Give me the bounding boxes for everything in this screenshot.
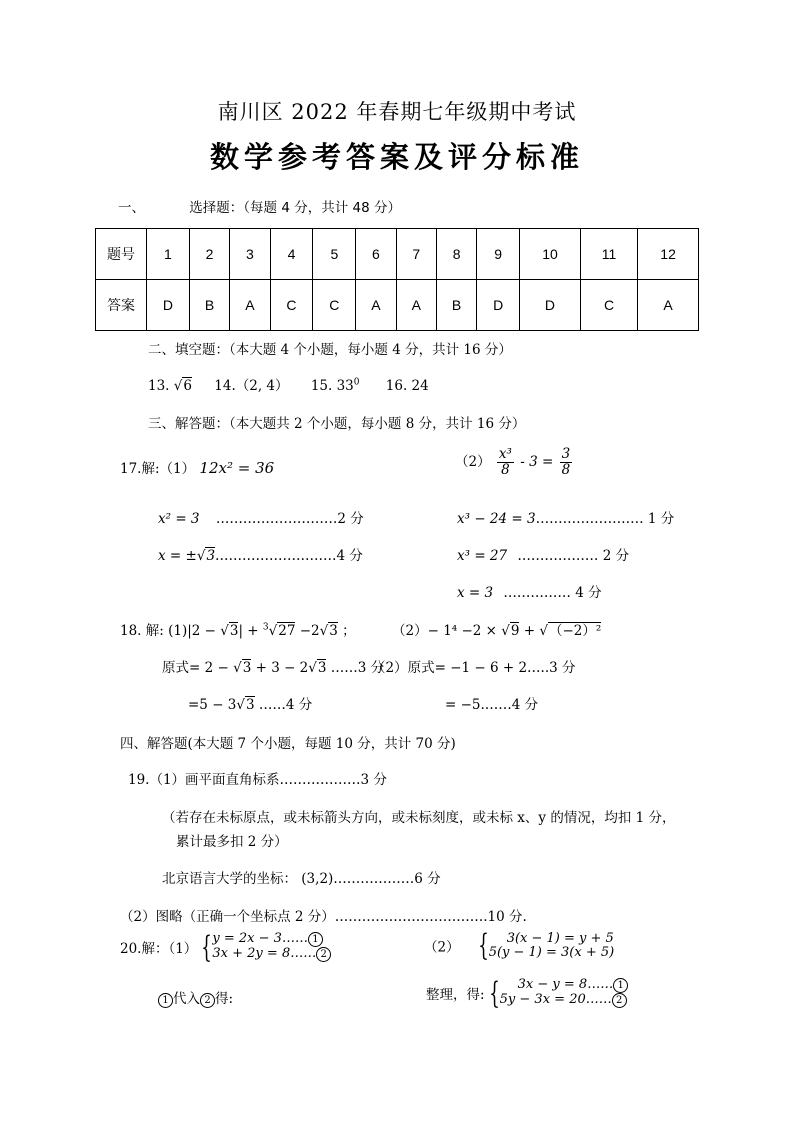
answer-cell: D [147,280,190,331]
answer-cell: C [580,280,637,331]
q20-eq1: y = 2x − 3…… 1 [212,932,331,947]
q19-coord: 北京语言大学的坐标： (3,2)………………6 分 [162,871,441,887]
q17-p1-step1: x² = 3 ………………………2 分 [158,511,364,527]
question-row-label: 题号 [96,229,147,280]
answer-row [96,280,699,331]
q18-step2: =5 − 3√3 ……4 分 [188,697,313,713]
answer-14: 14.（2, 4） [214,378,289,394]
section3-heading: 三、解答题：（本大题共 2 个小题，每小题 8 分，共计 16 分） [148,416,526,432]
q19-line1: 19.（1）画平面直角标系………………3 分 [128,772,387,788]
q19-note1: （若存在未标原点，或未标箭头方向，或未标刻度，或未标 x、y 的情况，均扣 1 分， [162,810,676,826]
answer-13-num: 13. [148,378,170,394]
question-row [96,229,699,280]
question-cell: 2 [189,229,229,280]
q17-p2-step3: x = 3 …………… 4 分 [457,585,602,601]
section2-answers [148,374,429,394]
q17-p1-step2: x = ±√3………………………4 分 [158,548,363,564]
q17-frac-lhs: $\frac{\text{x³}}{8}$ [498,446,512,478]
question-cell: 4 [270,229,313,280]
q20-eq2: 3x + 2y = 8…… 2 [212,947,331,962]
q17-part1-header [120,457,274,477]
answer-cell: C [313,280,356,331]
title-line2: 数学参考答案及评分标准 [209,140,584,174]
q18-step2b: = −5.……4 分 [445,697,539,713]
q18-step1b: （2）原式= −1 − 6 + 2…..3 分 [372,660,576,676]
q20-part2: （2） { 3(x − 1) = y + 5 5(y − 1) = 3(x + 5) [424,928,615,964]
answer-table [95,228,699,331]
section2-heading: 二、填空题：（本大题 4 个小题，每小题 4 分，共计 16 分） [148,342,512,358]
title-line1: 南川区 2022 年春期七年级期中考试 [217,100,577,124]
question-cell: 10 [520,229,581,280]
answer-cell: C [270,280,313,331]
q17-p2-step1: x³ − 24 = 3…………………… 1 分 [457,511,675,527]
answer-cell: D [477,280,520,331]
q17-label: 17.解:（1） [120,461,196,477]
question-cell: 7 [396,229,436,280]
q17-part2-label: （2） [455,453,491,470]
answer-cell: B [436,280,476,331]
q20-part1: 20.解：（1） { y = 2x − 3…… 1 3x + 2y = 8…… 2 [120,932,331,962]
answer-cell: A [396,280,436,331]
question-cell: 6 [356,229,396,280]
section1-text: 选择题：（每题 4 分，共计 48 分） [189,200,401,216]
q17-part2-header [455,447,574,478]
answer-15: 15. $33^0$ [310,377,360,394]
q18-part1-header: 18. 解: (1)|2 − √3| + $^3$√27 −2√3 ； [120,622,356,639]
question-cell: 11 [580,229,637,280]
q17-p2-step2: x³ = 27 ……………… 2 分 [457,548,630,564]
q18-part2-header: （2）− 1⁴ −2 × √9 + √（−2）² [392,623,602,639]
section4-heading: 四、解答题(本大题 7 个小题，每题 10 分，共计 70 分) [120,736,456,752]
q17-frac-rhs: $\frac{3}{8}$ [561,446,571,478]
q17-p2-mid: - 3 = [520,453,554,470]
question-cell: 9 [477,229,520,280]
answer-cell: A [638,280,699,331]
q18-step1: 原式= 2 − √3 + 3 − 2√3 ……3 分 [162,660,385,676]
q17-eq: 12x² = 36 [199,459,275,477]
answer-13: √6 [173,378,192,394]
answer-row-label: 答案 [96,280,147,331]
answer-cell: B [189,280,229,331]
answer-16: 16. 24 [385,378,429,394]
question-cell: 3 [230,229,270,280]
answer-cell: A [230,280,270,331]
section1-heading [118,196,401,216]
question-cell: 12 [638,229,699,280]
q20-tidy: 整理，得: { 3x − y = 8…… 1 5y − 3x = 20…… 2 [426,978,628,1008]
question-cell: 8 [436,229,476,280]
answer-cell: D [520,280,581,331]
section1-number: 一、 [118,200,145,216]
question-cell: 5 [313,229,356,280]
q20-substitute: 1 代入 2 得: [158,987,233,1008]
q19-note2: 累计最多扣 2 分） [176,834,288,850]
answer-cell: A [356,280,396,331]
q19-line2: （2）图略（正确一个坐标点 2 分）…………………………….10 分. [120,909,527,925]
question-cell: 1 [147,229,190,280]
